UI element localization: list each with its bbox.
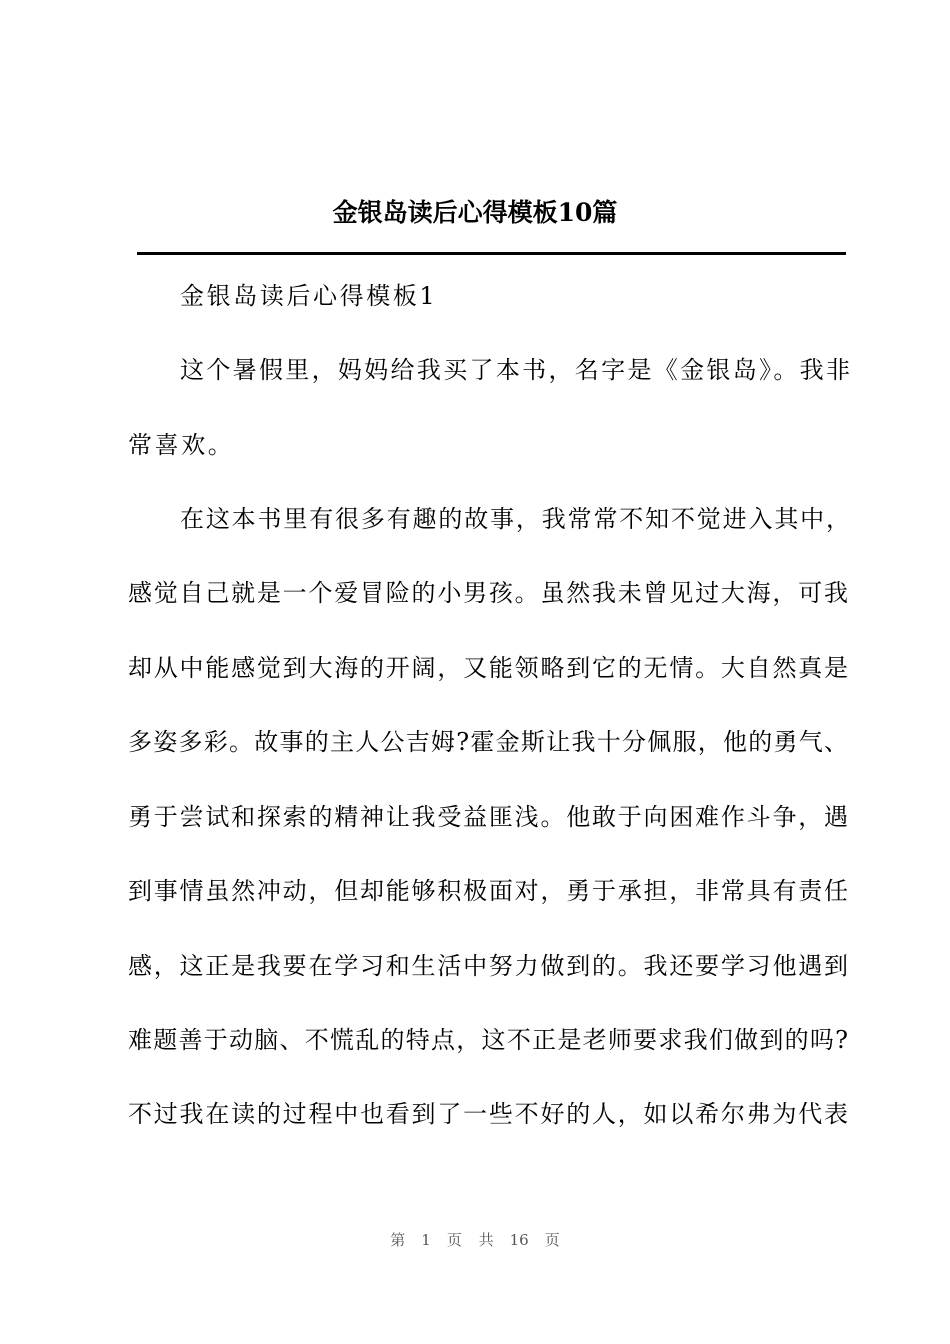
- footer-middle: 页 共: [446, 1231, 494, 1249]
- page-footer: [0, 1228, 950, 1252]
- paragraph-line: 到事情虽然冲动，但却能够积极面对，勇于承担，非常具有责任: [128, 877, 848, 905]
- footer-suffix: 页: [544, 1231, 560, 1249]
- paragraph-line: 感，这正是我要在学习和生活中努力做到的。我还要学习他遇到: [128, 952, 848, 980]
- current-page-number: 1: [421, 1231, 431, 1249]
- paragraph-line: 勇于尝试和探索的精神让我受益匪浅。他敢于向困难作斗争，遇: [128, 803, 848, 831]
- paragraph-line: 在这本书里有很多有趣的故事，我常常不知不觉进入其中，: [180, 505, 850, 533]
- paragraph-line: 常喜欢。: [128, 431, 235, 459]
- section-heading: 金银岛读后心得模板1: [180, 282, 438, 310]
- paragraph-line: 不过我在读的过程中也看到了一些不好的人，如以希尔弗为代表: [128, 1100, 848, 1128]
- title-underline: [137, 252, 846, 255]
- paragraph-line: 感觉自己就是一个爱冒险的小男孩。虽然我未曾见过大海，可我: [128, 579, 848, 607]
- paragraph-line: 这个暑假里，妈妈给我买了本书，名字是《金银岛》。我非: [180, 356, 850, 384]
- total-pages-number: 16: [509, 1231, 529, 1249]
- paragraph-line: 却从中能感觉到大海的开阔，又能领略到它的无情。大自然真是: [128, 654, 848, 682]
- paragraph-line: 难题善于动脑、不慌乱的特点，这不正是老师要求我们做到的吗?: [128, 1026, 848, 1054]
- document-title: 金银岛读后心得模板10篇: [332, 198, 618, 227]
- paragraph-line: 多姿多彩。故事的主人公吉姆?霍金斯让我十分佩服，他的勇气、: [128, 728, 848, 756]
- footer-prefix: 第: [390, 1231, 406, 1249]
